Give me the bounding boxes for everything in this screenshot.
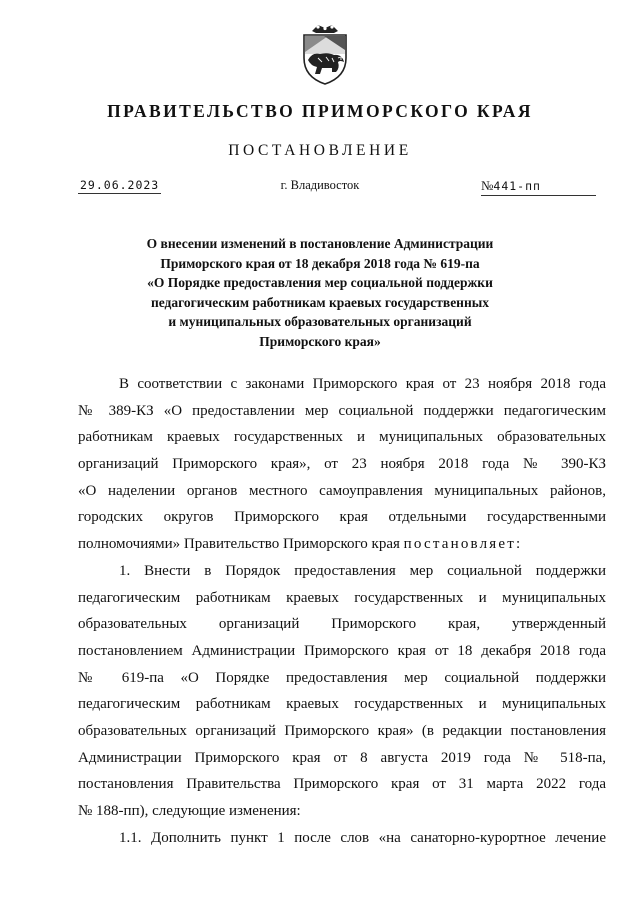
body-line: образовательных организаций Приморского края» (в редакции постановления [78, 722, 606, 739]
document-subject [90, 234, 550, 351]
body-line: постановления Правительства Приморского края от 31 марта 2022 года [78, 776, 606, 793]
subject-line: и муниципальных образовательных организаций [168, 314, 472, 329]
resolves-word: постановляет: [403, 536, 523, 553]
body-line: В соответствии с законами Приморского края от 23 ноября 2018 года [119, 376, 606, 392]
body-line: работникам краевых государственных и муниципальных образовательных [78, 429, 606, 446]
body-line: городских округов Приморского края отдельными государственными [78, 509, 606, 526]
subject-line: О внесении изменений в постановление Администрации [146, 236, 494, 251]
document-city: г. Владивосток [280, 178, 360, 192]
body-line: 1.1. Дополнить пункт 1 после слов «на санаторно-курортное лечение [119, 829, 606, 846]
body-line: педагогическим работникам краевых государственных и муниципальных [78, 589, 606, 606]
body-line: организаций Приморского края», от 23 ноября 2018 года № 390-КЗ [78, 456, 606, 473]
body-line: № 188-пп), следующие изменения: [78, 803, 301, 819]
document-date: 29.06.2023 [80, 178, 160, 192]
body-line: образовательных организаций Приморского края, утвержденный [78, 616, 606, 633]
body-line: № 389-КЗ «О предоставлении мер социальной поддержки педагогическим [78, 402, 606, 419]
subject-line: педагогическим работникам краевых государственных [150, 294, 490, 310]
body-line: «О наделении органов местного самоуправления муниципальных районов, [78, 482, 606, 499]
coat-of-arms-icon [298, 22, 352, 86]
body-line [78, 531, 606, 558]
body-line-text: полномочиями» Правительство Приморского края [78, 536, 400, 553]
subject-line: «О Порядке предоставления мер социальной поддержки [147, 275, 493, 290]
body-line: № 619-па «О Порядке предоставления мер социальной поддержки [78, 669, 606, 686]
body-line: Администрации Приморского края от 8 августа 2019 года № 518-па, [78, 749, 606, 766]
number-sign: № [481, 178, 494, 193]
body-line: 1. Внести в Порядок предоставления мер социальной поддержки [119, 562, 606, 579]
document-number [481, 178, 596, 196]
body-line: постановлением Администрации Приморского края от 18 декабря 2018 года [78, 642, 606, 659]
number-value: 441-пп [493, 179, 541, 193]
subject-line: Приморского края» [259, 333, 381, 349]
body-line: педагогическим работникам краевых государственных и муниципальных [78, 696, 606, 713]
document-type: ПОСТАНОВЛЕНИЕ [228, 142, 412, 159]
subject-line: Приморского края от 18 декабря 2018 года № 619-па [160, 255, 480, 271]
government-title: ПРАВИТЕЛЬСТВО ПРИМОРСКОГО КРАЯ [107, 101, 533, 121]
document-body [78, 371, 606, 851]
